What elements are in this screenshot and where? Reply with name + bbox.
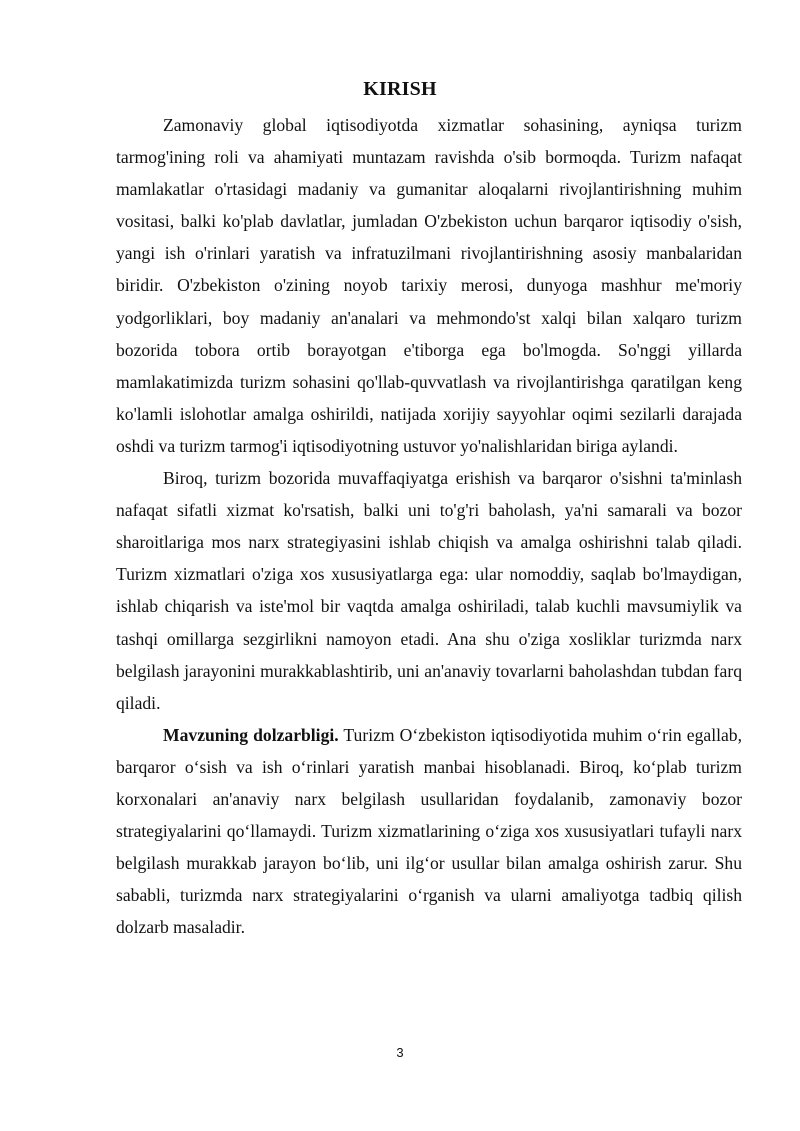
- paragraph-relevance: [116, 719, 742, 944]
- page-number: 3: [396, 1045, 404, 1060]
- paragraph-intro: [116, 109, 742, 462]
- paragraph-pricing: [116, 462, 742, 719]
- body-text: [116, 109, 742, 943]
- paragraph-relevance-lead: Mavzuning dolzarbligi.: [163, 724, 339, 745]
- paragraph-relevance-text: Turizm O‘zbekiston iqtisodiyotida muhim o‘rin egallab, barqaror o‘sish va ish o‘rinlari yaratish manbai hisoblanadi. Biroq, ko‘plab turizm korxonalari an'anaviy narx belgilash usullaridan foydalanib, zamonaviy bozor strategiyalarini qo‘llamaydi. Turizm xizmatlarining o‘ziga xos xususiyatlari tufayli narx belgilash murakkab jarayon bo‘lib, uni ilg‘or usullar bilan amalga oshirish zarur. Shu sababli, turizmda narx strategiyalarini o‘rganish va ularni amaliyotga tadbiq qilish dolzarb masaladir.: [116, 724, 742, 938]
- paragraph-intro-text: Zamonaviy global iqtisodiyotda xizmatlar sohasining, ayniqsa turizm tarmog'ining roli va ahamiyati muntazam ravishda o'sib bormoqda. Turizm nafaqat mamlakatlar o'rtasidagi madaniy va gumanitar aloqalarni rivojlantirishning muhim vositasi, balki ko'plab davlatlar, jumladan O'zbekiston uchun barqaror iqtisodiy o'sish, yangi ish o'rinlari yaratish va infratuzilmani rivojlantirishning asosiy manbalaridan biridir. O'zbekiston o'zining noyob tarixiy merosi, dunyoga mashhur me'moriy yodgorliklari, boy madaniy an'analari va mehmondo'st xalqi bilan xalqaro turizm bozorida tobora ortib borayotgan e'tiborga ega bo'lmogda. So'nggi yillarda mamlakatimizda turizm sohasini qo'llab-quvvatlash va rivojlantirishga qaratilgan keng ko'lamli islohotlar amalga oshirildi, natijada xorijiy sayyohlar oqimi sezilarli darajada oshdi va turizm tarmog'i iqtisodiyotning ustuvor yo'nalishlaridan biriga aylandi.: [116, 115, 742, 456]
- section-heading: KIRISH: [363, 78, 437, 100]
- paragraph-pricing-text: Biroq, turizm bozorida muvaffaqiyatga erishish va barqaror o'sishni ta'minlash nafaqat sifatli xizmat ko'rsatish, balki uni to'g'ri baholash, ya'ni samarali va bozor sharoitlariga mos narx strategiyasini ishlab chiqish va amalga oshirishni talab qiladi. Turizm xizmatlari o'ziga xos xususiyatlarga ega: ular nomoddiy, saqlab bo'lmaydigan, ishlab chiqarish va iste'mol bir vaqtda amalga oshiriladi, talab kuchli mavsumiylik va tashqi omillarga sezgirlikni namoyon etadi. Ana shu o'ziga xosliklar turizmda narx belgilash jarayonini murakkablashtirib, uni an'anaviy tovarlarni baholashdan tubdan farq qiladi.: [116, 468, 742, 713]
